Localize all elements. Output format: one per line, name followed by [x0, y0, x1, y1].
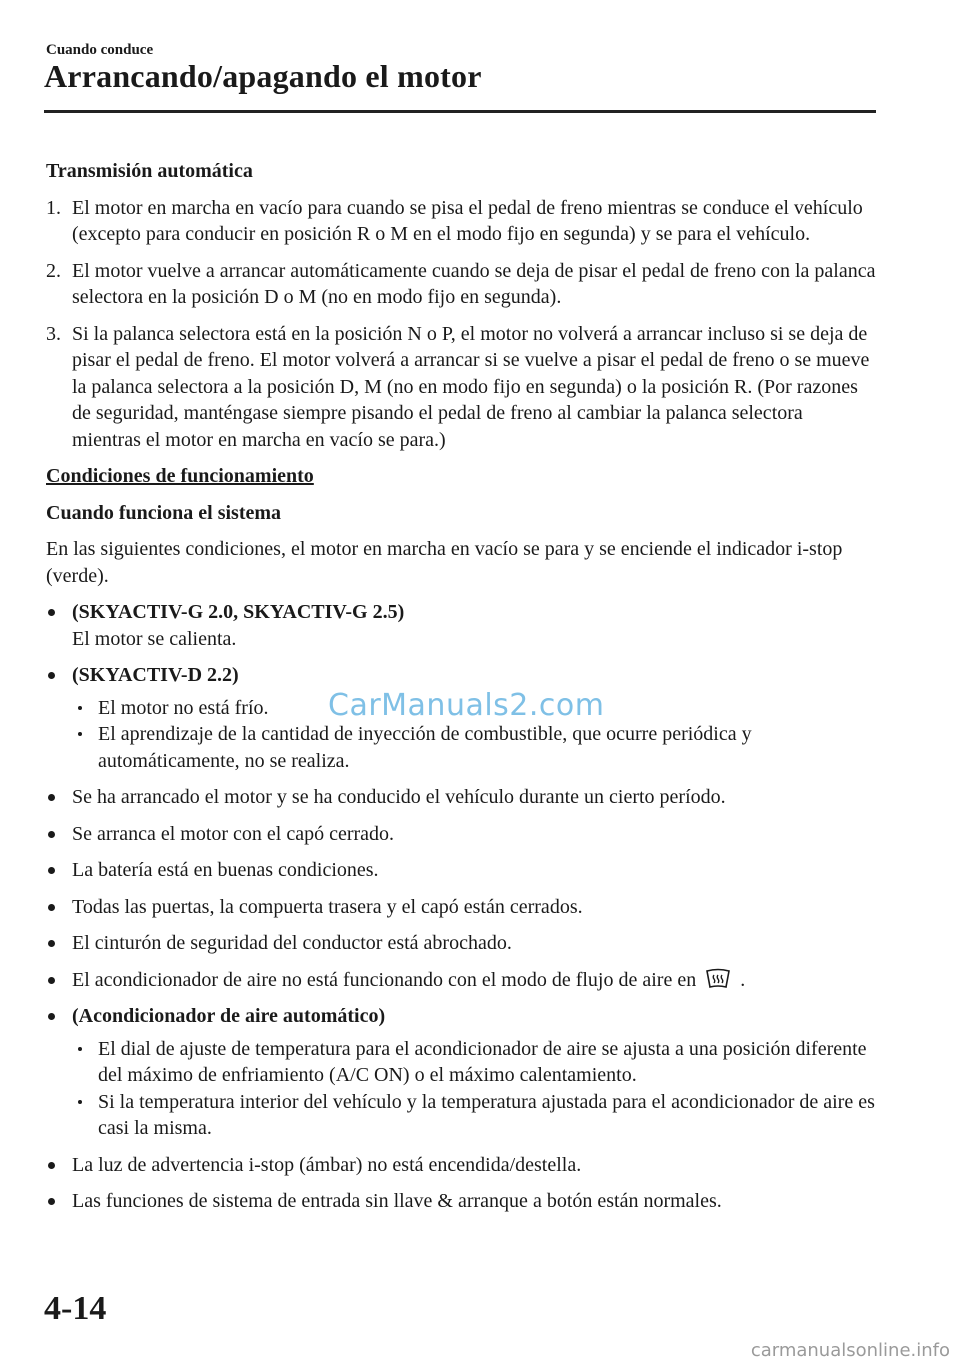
- bullet-item: [46, 1188, 876, 1215]
- bullet-text: Se ha arrancado el motor y se ha conducido el vehículo durante un cierto período.: [72, 786, 726, 808]
- list-item: [46, 321, 876, 454]
- bullet-text: Se arranca el motor con el capó cerrado.: [72, 822, 395, 845]
- sub-list: [72, 1036, 876, 1142]
- list-text: El motor vuelve a arrancar automáticamente cuando se deja de pisar el pedal de freno con la palanca selectora en la posición D o M (no en modo fijo en segunda).: [72, 259, 876, 308]
- list-text: El motor en marcha en vacío para cuando se pisa el pedal de freno mientras se conduce el vehículo (excepto para conducir en posición R o M en el modo fijo en segunda) y se para el vehículo.: [72, 196, 863, 245]
- bullet-item: [46, 821, 876, 848]
- bullet-text: Todas las puertas, la compuerta trasera y el capó están cerrados.: [72, 895, 583, 918]
- page-number: 4-14: [44, 1290, 107, 1327]
- section-label: Cuando conduce: [46, 42, 154, 58]
- bullet-icon: [48, 977, 55, 984]
- sub-item-text: Si la temperatura interior del vehículo y la temperatura ajustada para el acondicionador de aire es casi la misma.: [98, 1090, 875, 1139]
- header-divider: [44, 110, 876, 113]
- list-number: 3.: [46, 322, 61, 345]
- sub-item: [72, 721, 876, 774]
- heading-conditions: Condiciones de funcionamiento: [46, 465, 314, 487]
- list-item: [46, 258, 876, 311]
- windshield-defroster-icon: [705, 968, 731, 990]
- bullet-text: La batería está en buenas condiciones.: [72, 859, 379, 881]
- bullet-icon: [48, 904, 55, 911]
- intro-paragraph: En las siguientes condiciones, el motor en marcha en vacío se para y se enciende el indicador i-stop (verde).: [46, 538, 843, 587]
- bullet-icon: [48, 672, 55, 679]
- bullet-heading: (SKYACTIV-G 2.0, SKYACTIV-G 2.5): [72, 601, 405, 623]
- sub-bullet-icon: [78, 732, 82, 736]
- bullet-item: [46, 599, 876, 652]
- bullet-item: [46, 930, 876, 957]
- sub-item-text: El dial de ajuste de temperatura para el acondicionador de aire se ajusta a una posición diferente del máximo de enfriamiento (A/C ON) o el máximo calentamiento.: [98, 1037, 867, 1086]
- bullet-item: [46, 1003, 876, 1142]
- heading-transmission: Transmisión automática: [46, 160, 253, 182]
- heading-when-system-works: Cuando funciona el sistema: [46, 501, 282, 524]
- bullet-icon: [48, 609, 55, 616]
- bullet-text: El motor se calienta.: [72, 627, 237, 650]
- sub-bullet-icon: [78, 1100, 82, 1104]
- bullet-icon: [48, 794, 55, 801]
- bullet-icon: [48, 1162, 55, 1169]
- bullet-icon: [48, 867, 55, 874]
- bullet-heading: (SKYACTIV-D 2.2): [72, 664, 239, 686]
- list-item: [46, 195, 876, 248]
- bullet-item: [46, 894, 876, 921]
- page-title: Arrancando/apagando el motor: [44, 58, 482, 94]
- numbered-list: [46, 195, 876, 454]
- sub-item-text: El aprendizaje de la cantidad de inyección de combustible, que ocurre periódica y automáticamente, no se realiza.: [98, 723, 752, 772]
- bullet-icon: [48, 1013, 55, 1020]
- bullet-text: El cinturón de seguridad del conductor está abrochado.: [72, 932, 512, 954]
- list-text: Si la palanca selectora está en la posición N o P, el motor no volverá a arrancar incluso si se deja de pisar el pedal de freno. El motor volverá a arrancar si se vuelve a pisar el pedal de freno o se mueve la palanca selectora a la posición D, M (no en modo fijo en segunda) o la posición R. (Por razones de seguridad, manténgase siempre pisando el pedal de freno al cambiar la palanca selectora mientras el motor en marcha en vacío se para.): [72, 322, 870, 451]
- sub-item: [72, 1089, 876, 1142]
- sub-item: [72, 1036, 876, 1089]
- bullet-icon: [48, 1198, 55, 1205]
- bullet-heading: (Acondicionador de aire automático): [72, 1005, 386, 1027]
- list-number: 1.: [46, 196, 61, 219]
- bullet-item: [46, 1152, 876, 1179]
- watermark-logo: CarManuals2.com: [328, 688, 605, 723]
- sub-bullet-icon: [78, 1047, 82, 1051]
- bullet-icon: [48, 831, 55, 838]
- list-number: 2.: [46, 259, 61, 282]
- footer-watermark: carmanualsonline.info: [750, 1340, 950, 1361]
- sub-bullet-icon: [78, 706, 82, 710]
- sub-item-text: El motor no está frío.: [98, 696, 269, 719]
- bullet-text: El acondicionador de aire no está funcionando con el modo de flujo de aire en: [72, 968, 697, 991]
- bullet-text: La luz de advertencia i-stop (ámbar) no está encendida/destella.: [72, 1153, 582, 1176]
- bullet-item: [46, 967, 876, 994]
- bullet-text: Las funciones de sistema de entrada sin llave & arranque a botón están normales.: [72, 1190, 722, 1212]
- bullet-item: [46, 784, 876, 811]
- bullet-item: [46, 857, 876, 884]
- bullet-icon: [48, 940, 55, 947]
- bullet-text-end: .: [740, 968, 746, 991]
